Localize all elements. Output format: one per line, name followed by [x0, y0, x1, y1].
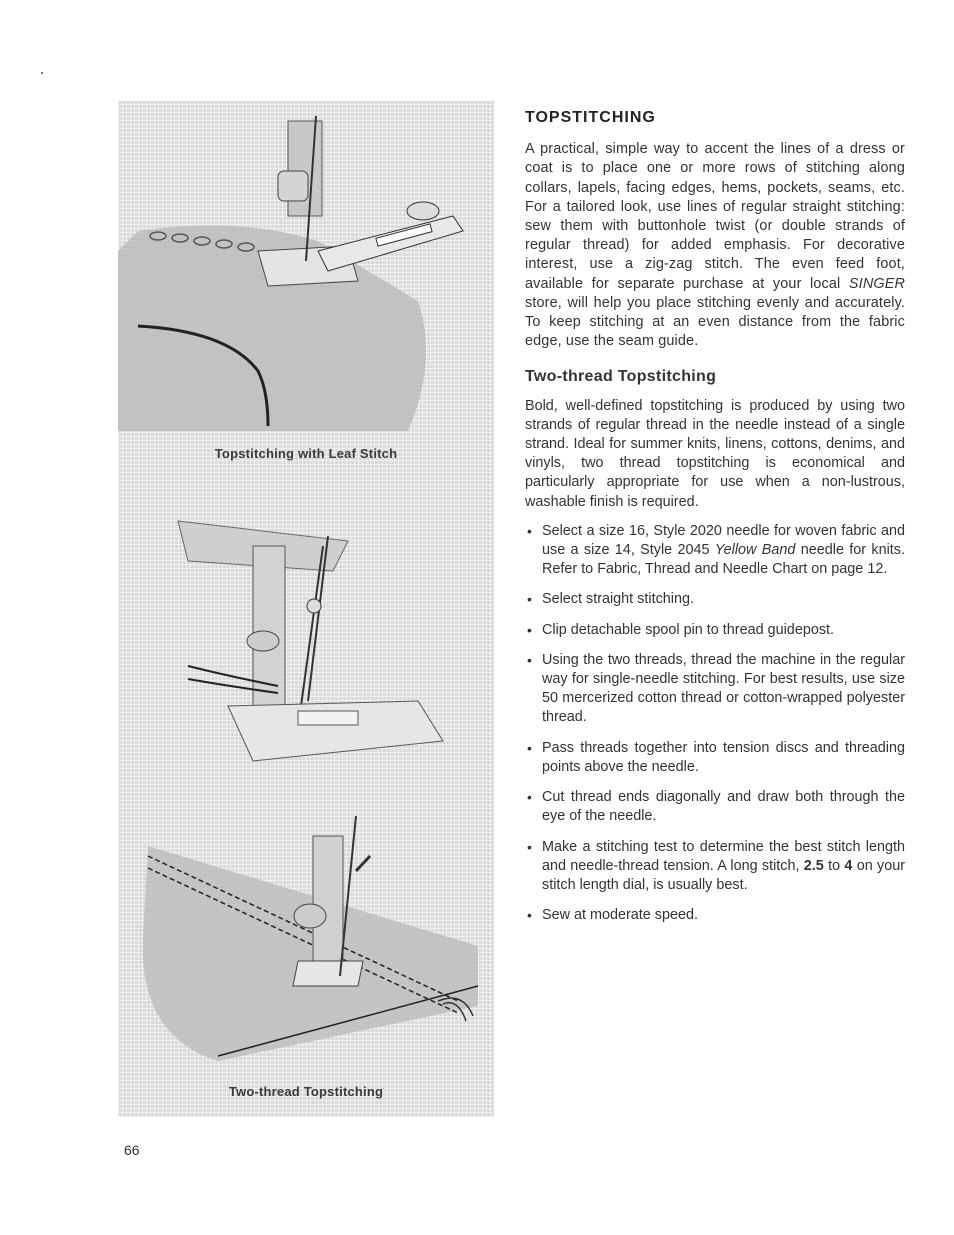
two-thread-threading-illustration: [118, 501, 494, 776]
step-text: Cut thread ends diagonally and draw both through the eye of the needle.: [542, 789, 905, 825]
figure-leaf-stitch: [118, 101, 494, 461]
stray-dot: [41, 72, 43, 74]
section-title: TOPSTITCHING: [525, 109, 656, 126]
step-text: Sew at moderate speed.: [542, 907, 698, 924]
bullet-icon: •: [527, 522, 532, 539]
singer-brand: SINGER: [848, 275, 905, 292]
text-column: [525, 108, 905, 936]
list-item: [525, 522, 905, 580]
list-item: [525, 590, 905, 609]
bullet-icon: •: [527, 591, 532, 608]
bullet-icon: •: [527, 621, 532, 638]
step-text: on your stitch length dial, is usually best.: [542, 857, 906, 893]
stitch-length-max: 4: [844, 857, 853, 874]
step-text: needle for knits. Refer to Fabric, Thread and Needle Chart on page 12.: [542, 542, 905, 578]
list-item: [525, 739, 905, 777]
list-item: [525, 788, 905, 826]
figure-two-thread-topstitching: [118, 776, 494, 1099]
step-text: Select straight stitching.: [542, 591, 694, 608]
two-thread-topstitching-illustration: [118, 776, 494, 1076]
figure-caption-two-thread: Two-thread Topstitching: [228, 1084, 384, 1099]
subsection-title: Two-thread Topstitching: [525, 368, 717, 386]
stitch-length-min: 2.5: [803, 857, 824, 874]
step-text: Pass threads together into tension discs and threading points above the needle.: [542, 739, 905, 775]
page-number: 66: [124, 1142, 140, 1158]
subsection-intro: Bold, well-defined topstitching is produced by using two strands of regular thread in the needle instead of a single strand. Ideal for summer knits, linens, cottons, denims, and vinyls, two thread topstitching is economical and particularly appropriate for use when a non-lustrous, washable finish is required.: [525, 397, 905, 510]
intro-paragraph: [525, 140, 905, 351]
step-text: to: [823, 857, 845, 874]
step-text: Clip detachable spool pin to thread guidepost.: [542, 621, 835, 638]
bullet-icon: •: [527, 739, 532, 756]
step-text: Make a stitching test to determine the best stitch length and needle-thread tension. A long stitch,: [542, 838, 905, 874]
step-text: Using the two threads, thread the machine in the regular way for single-needle stitching. For best results, use size 50 mercerized cotton thread or cotton-wrapped polyester thread.: [542, 651, 905, 726]
yellow-band-label: Yellow Band: [714, 542, 796, 559]
bullet-icon: •: [527, 651, 532, 668]
bullet-icon: •: [527, 838, 532, 855]
list-item: [525, 651, 905, 728]
intro-text-2: store, will help you place stitching evenly and accurately. To keep stitching at an even distance from the fabric edge, use the seam guide.: [525, 294, 905, 350]
step-text: Select a size 16, Style 2020 needle for woven fabric and use a size 14, Style 2045: [542, 522, 905, 559]
bullet-icon: •: [527, 789, 532, 806]
illustration-panel: [118, 101, 494, 1117]
list-item: [525, 906, 905, 925]
leaf-stitch-illustration: [118, 101, 494, 446]
bullet-icon: •: [527, 907, 532, 924]
intro-text-1: A practical, simple way to accent the lines of a dress or coat is to place one or more rows of stitching along collars, lapels, facing edges, hems, pockets, seams, etc. For a tailored look, use lines of regular straight stitching: sew them with buttonhole twist (or double strands of regular thread) for added emphasis. For decorative interest, use a zig-zag stitch. The even feed foot, available for separate purchase at your local: [525, 141, 905, 292]
steps-list: [525, 522, 905, 925]
list-item: [525, 621, 905, 640]
list-item: [525, 838, 905, 896]
figure-two-thread-threading: [118, 501, 494, 776]
figure-caption-leaf-stitch: Topstitching with Leaf Stitch: [214, 446, 398, 461]
